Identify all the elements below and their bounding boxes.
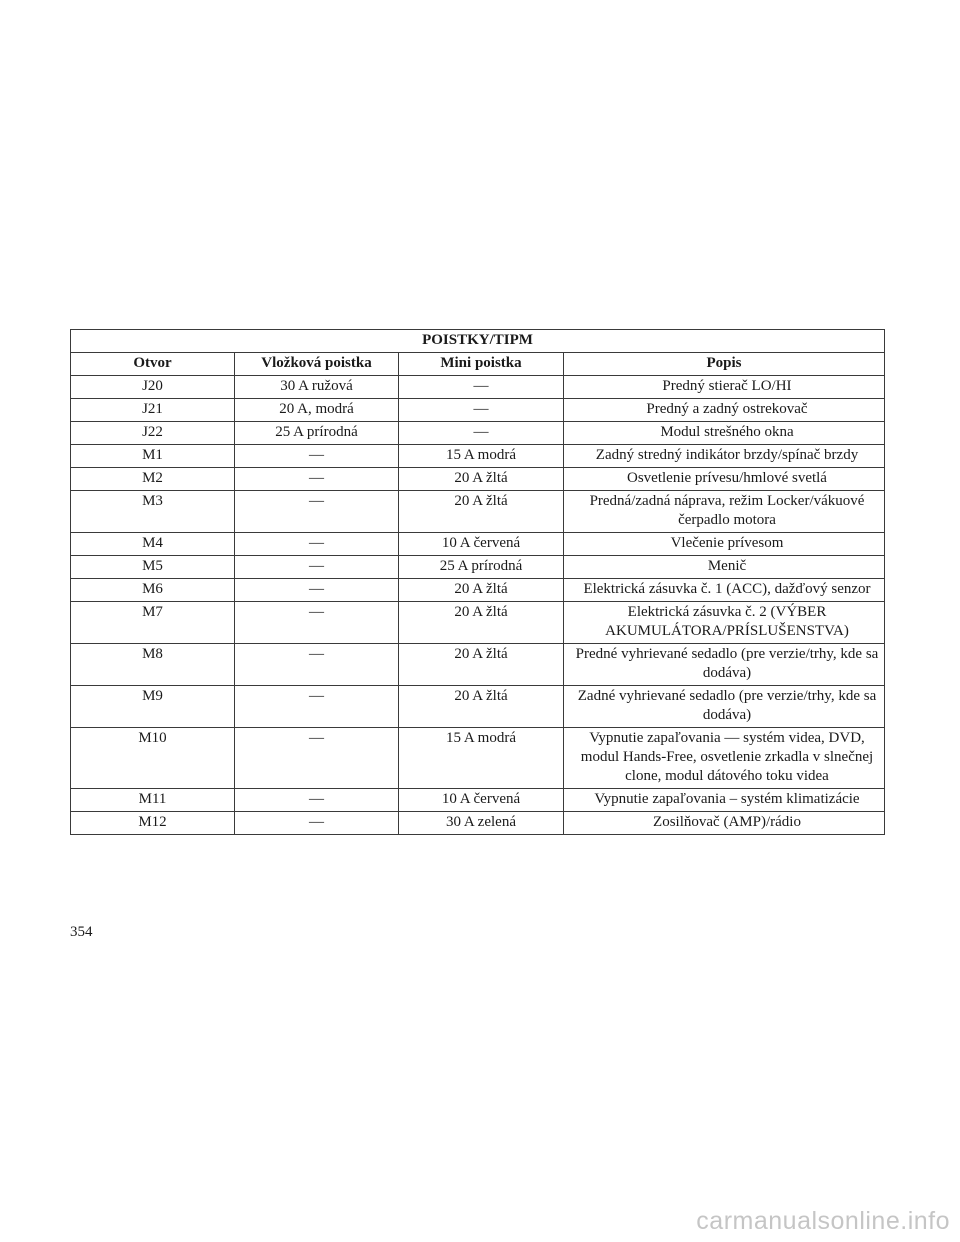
cell-popis: Predný stierač LO/HI — [564, 376, 885, 399]
column-header-otvor: Otvor — [71, 353, 235, 376]
table-row — [71, 399, 885, 422]
cell-popis: Menič — [564, 556, 885, 579]
cell-mini-poistka: 20 A žltá — [399, 644, 564, 686]
cell-popis: Predný a zadný ostrekovač — [564, 399, 885, 422]
cell-vlozkova-poistka: 30 A ružová — [235, 376, 399, 399]
cell-mini-poistka: 20 A žltá — [399, 491, 564, 533]
table-row — [71, 376, 885, 399]
cell-mini-poistka: — — [399, 399, 564, 422]
column-header-popis: Popis — [564, 353, 885, 376]
table-header-row — [71, 353, 885, 376]
cell-vlozkova-poistka: — — [235, 728, 399, 789]
cell-mini-poistka: 10 A červená — [399, 533, 564, 556]
cell-vlozkova-poistka: — — [235, 445, 399, 468]
cell-vlozkova-poistka: — — [235, 579, 399, 602]
cell-otvor: M7 — [71, 602, 235, 644]
cell-vlozkova-poistka: — — [235, 468, 399, 491]
cell-mini-poistka: 30 A zelená — [399, 812, 564, 835]
table-row — [71, 686, 885, 728]
column-header-mini-poistka: Mini poistka — [399, 353, 564, 376]
cell-otvor: M1 — [71, 445, 235, 468]
cell-mini-poistka: 15 A modrá — [399, 445, 564, 468]
cell-otvor: M11 — [71, 789, 235, 812]
cell-otvor: M3 — [71, 491, 235, 533]
cell-mini-poistka: 20 A žltá — [399, 468, 564, 491]
cell-popis: Zadné vyhrievané sedadlo (pre verzie/trhy, kde sa dodáva) — [564, 686, 885, 728]
cell-otvor: M6 — [71, 579, 235, 602]
cell-mini-poistka: — — [399, 422, 564, 445]
cell-vlozkova-poistka: — — [235, 812, 399, 835]
cell-popis: Elektrická zásuvka č. 2 (VÝBER AKUMULÁTORA/PRÍSLUŠENSTVA) — [564, 602, 885, 644]
cell-mini-poistka: — — [399, 376, 564, 399]
table-row — [71, 579, 885, 602]
cell-mini-poistka: 25 A prírodná — [399, 556, 564, 579]
table-row — [71, 422, 885, 445]
cell-vlozkova-poistka: — — [235, 533, 399, 556]
table-row — [71, 533, 885, 556]
cell-popis: Zadný stredný indikátor brzdy/spínač brzdy — [564, 445, 885, 468]
page-number: 354 — [70, 924, 93, 940]
cell-otvor: J21 — [71, 399, 235, 422]
cell-otvor: M2 — [71, 468, 235, 491]
cell-popis: Modul strešného okna — [564, 422, 885, 445]
cell-otvor: M5 — [71, 556, 235, 579]
table-row — [71, 491, 885, 533]
cell-vlozkova-poistka: 25 A prírodná — [235, 422, 399, 445]
table-row — [71, 789, 885, 812]
table-row — [71, 644, 885, 686]
cell-popis: Vlečenie prívesom — [564, 533, 885, 556]
cell-popis: Zosilňovač (AMP)/rádio — [564, 812, 885, 835]
fuse-table — [70, 329, 885, 835]
cell-vlozkova-poistka: — — [235, 491, 399, 533]
cell-mini-poistka: 15 A modrá — [399, 728, 564, 789]
cell-mini-poistka: 20 A žltá — [399, 579, 564, 602]
cell-vlozkova-poistka: — — [235, 644, 399, 686]
table-row — [71, 602, 885, 644]
site-watermark: carmanualsonline.info — [696, 1207, 950, 1235]
table-row — [71, 728, 885, 789]
cell-otvor: M4 — [71, 533, 235, 556]
cell-popis: Predná/zadná náprava, režim Locker/vákuové čerpadlo motora — [564, 491, 885, 533]
cell-popis: Predné vyhrievané sedadlo (pre verzie/trhy, kde sa dodáva) — [564, 644, 885, 686]
table-row — [71, 445, 885, 468]
cell-otvor: M10 — [71, 728, 235, 789]
cell-popis: Osvetlenie prívesu/hmlové svetlá — [564, 468, 885, 491]
cell-vlozkova-poistka: — — [235, 602, 399, 644]
cell-popis: Vypnutie zapaľovania — systém videa, DVD, modul Hands-Free, osvetlenie zrkadla v slnečnej clone, modul dátového toku videa — [564, 728, 885, 789]
table-row — [71, 468, 885, 491]
cell-otvor: J20 — [71, 376, 235, 399]
cell-mini-poistka: 20 A žltá — [399, 602, 564, 644]
cell-mini-poistka: 20 A žltá — [399, 686, 564, 728]
cell-otvor: J22 — [71, 422, 235, 445]
cell-vlozkova-poistka: — — [235, 556, 399, 579]
table-title-row — [71, 330, 885, 353]
cell-popis: Vypnutie zapaľovania – systém klimatizácie — [564, 789, 885, 812]
cell-vlozkova-poistka: 20 A, modrá — [235, 399, 399, 422]
table-title: POISTKY/TIPM — [71, 330, 885, 353]
cell-otvor: M9 — [71, 686, 235, 728]
cell-vlozkova-poistka: — — [235, 686, 399, 728]
cell-vlozkova-poistka: — — [235, 789, 399, 812]
cell-popis: Elektrická zásuvka č. 1 (ACC), dažďový senzor — [564, 579, 885, 602]
table-row — [71, 812, 885, 835]
cell-otvor: M12 — [71, 812, 235, 835]
column-header-vlozkova-poistka: Vložková poistka — [235, 353, 399, 376]
cell-mini-poistka: 10 A červená — [399, 789, 564, 812]
cell-otvor: M8 — [71, 644, 235, 686]
table-row — [71, 556, 885, 579]
